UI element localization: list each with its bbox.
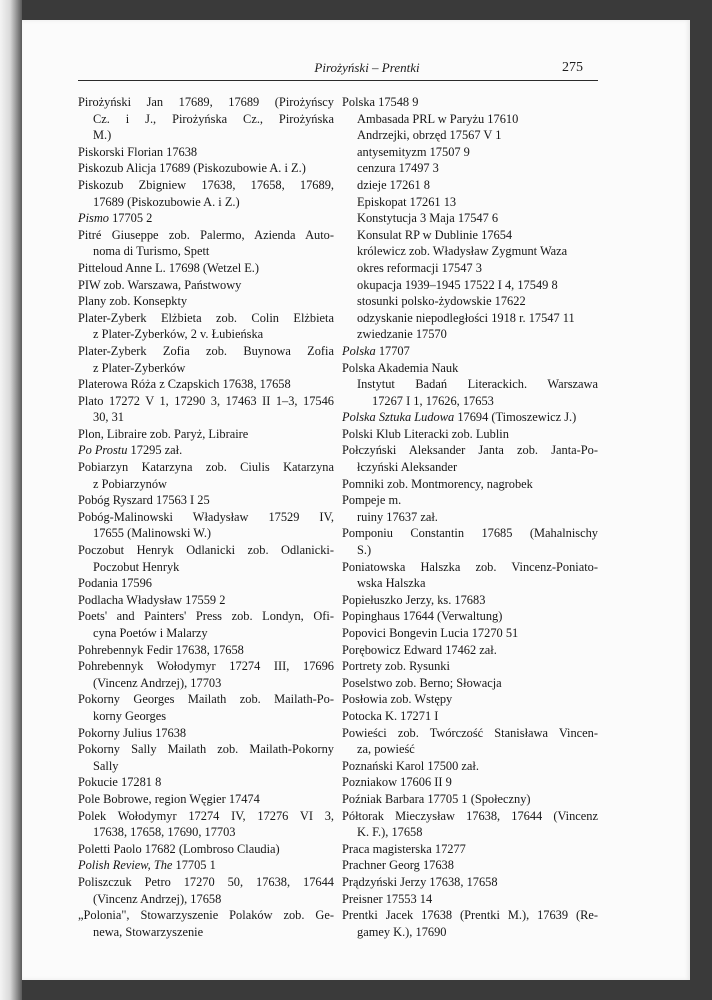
index-line: Poźniak Barbara 17705 1 (Społeczny) [342,791,531,806]
index-line: PIW zob. Warszawa, Państwowy [78,277,242,292]
index-entry [342,708,598,725]
index-line: Poselstwo zob. Berno; Słowacja [342,675,502,690]
index-line: Praca magisterska 17277 [342,841,466,856]
index-line: Pomniki zob. Montmorency, nagrobek [342,476,533,491]
index-line: z Plater-Zyberków, 2 v. Łubieńska [93,327,264,342]
index-line: 17638, 17658, 17690, 17703 [93,825,236,840]
index-entry [78,210,334,227]
index-line: cyna Poetów i Malarzy [93,626,208,640]
index-entry [78,791,334,808]
index-line: Pobiarzyn Katarzyna zob. Ciulis Katarzyna [78,460,334,475]
index-line: Polska 17548 9 [342,95,419,109]
index-entry [342,658,598,675]
index-line: okres reformacji 17547 3 [357,260,482,275]
index-line: Podlacha Władysław 17559 2 [78,592,226,607]
index-entry [342,857,598,874]
index-entry [342,94,598,111]
index-line: łczyński Aleksander [357,460,458,475]
index-entry [78,442,334,459]
index-entry [342,360,598,377]
index-entry [78,310,334,343]
index-line: dzieje 17261 8 [357,177,430,192]
index-entry [342,409,598,426]
index-entry [342,691,598,708]
index-entry [342,426,598,443]
index-line: za, powieść [357,742,415,757]
index-line: Popovici Bongevin Lucia 17270 51 [342,626,519,640]
index-line: z Pobiarzynów [93,476,167,491]
index-entry [78,160,334,177]
index-entry [78,542,334,575]
index-subentry [342,293,598,310]
index-entry [78,907,334,940]
index-line: Ambasada PRL w Paryżu 17610 [357,111,519,126]
index-line: Poczobut Henryk [93,559,180,574]
index-line: 17655 (Malinowski W.) [93,526,212,541]
index-entry [78,144,334,161]
index-subentry [342,144,598,161]
index-line: (Vincenz Andrzej), 17658 [93,891,222,906]
index-line: Po Prostu 17295 zał. [78,443,183,458]
index-line: Prentki Jacek 17638 (Prentki M.), 17639 (Re- [342,908,598,923]
index-entry [342,642,598,659]
index-entry [78,277,334,294]
index-entry [342,525,598,558]
index-line: Konstytucja 3 Maja 17547 6 [357,211,499,226]
index-entry [342,725,598,758]
index-line: Pokorny Sally Mailath zob. Mailath-Pokorny [78,742,334,757]
index-entry [342,808,598,841]
index-line: Piskorski Florian 17638 [78,144,198,159]
index-line: królewicz zob. Władysław Zygmunt Waza [357,244,568,259]
index-line: Potocka K. 17271 I [342,708,439,723]
index-entry [342,592,598,609]
index-line: Prachner Georg 17638 [342,858,454,873]
index-line: Plon, Libraire zob. Paryż, Libraire [78,426,249,441]
index-entry [342,791,598,808]
index-entry [78,691,334,724]
index-line: wska Halszka [357,576,426,591]
index-line: Pohrebennyk Fedir 17638, 17658 [78,642,244,657]
index-line: Poniatowska Halszka zob. Vincenz-Poniato- [342,559,598,574]
index-line: cenzura 17497 3 [357,161,439,176]
index-line: newa, Stowarzyszenie [93,924,204,939]
index-line: Pole Bobrowe, region Węgier 17474 [78,791,260,806]
index-subentry [342,277,598,294]
index-entry [78,725,334,742]
index-line: Posłowia zob. Wstępy [342,692,453,707]
index-column-right [342,94,598,940]
index-line: ruiny 17637 zał. [357,509,438,524]
index-line: Polska Akademia Nauk [342,360,459,375]
index-line: Pokucie 17281 8 [78,775,162,790]
index-subentry [342,127,598,144]
index-entry [78,874,334,907]
index-entry [342,625,598,642]
index-line: zwiedzanie 17570 [357,327,447,342]
index-entry [342,891,598,908]
index-line: odzyskanie niepodległości 1918 r. 17547 11 [357,310,575,325]
index-line: 30, 31 [93,410,124,425]
index-line: Porębowicz Edward 17462 zał. [342,642,497,657]
book-page [22,20,690,980]
index-line: Popiełuszko Jerzy, ks. 17683 [342,592,486,607]
index-line: okupacja 1939–1945 17522 I 4, 17549 8 [357,277,558,292]
index-line: „Polonia", Stowarzyszenie Polaków zob. Ge- [78,908,334,923]
index-entry [342,476,598,493]
index-line: Polska Sztuka Ludowa 17694 (Timoszewicz J.) [342,410,577,425]
index-entry [342,774,598,791]
index-line: Pomponiu Constantin 17685 (Mahalnischy [342,526,598,541]
index-line: 17689 (Piskozubowie A. i Z.) [93,194,240,209]
index-line: z Plater-Zyberków [93,360,186,375]
index-line: S.) [357,543,372,558]
index-entry [78,376,334,393]
index-entry [78,642,334,659]
index-line: Poznański Karol 17500 zał. [342,758,479,773]
index-entry [342,608,598,625]
index-subentry [342,243,598,260]
index-entry [342,874,598,891]
index-entry [78,608,334,641]
index-line: (Vincenz Andrzej), 17703 [93,675,222,690]
index-entry [342,559,598,592]
index-line: M.) [93,128,112,143]
index-line: noma di Turismo, Spett [93,244,210,259]
index-line: Pitré Giuseppe zob. Palermo, Azienda Auto- [78,227,334,242]
index-line: Poletti Paolo 17682 (Lombroso Claudia) [78,841,280,856]
index-line: Powieści zob. Twórczość Stanisława Vincen- [342,725,598,740]
index-entry [78,592,334,609]
index-entry [78,343,334,376]
index-line: Podania 17596 [78,576,152,591]
book-spine-edge [0,0,22,1000]
index-line: Półtorak Mieczysław 17638, 17644 (Vincenz [342,808,598,823]
index-line: Polek Wołodymyr 17274 IV, 17276 VI 3, [78,808,334,823]
index-line: Polish Review, The 17705 1 [78,858,216,873]
index-line: Konsulat RP w Dublinie 17654 [357,227,513,242]
index-line: Polski Klub Literacki zob. Lublin [342,426,509,441]
index-entry [78,293,334,310]
index-line: Pohrebennyk Wołodymyr 17274 III, 17696 [78,659,334,674]
index-line: Plater-Zyberk Elżbieta zob. Colin Elżbieta [78,310,334,325]
index-entry [342,675,598,692]
index-line: Poczobut Henryk Odlanicki zob. Odlanicki- [78,543,334,558]
index-line: Pokorny Julius 17638 [78,725,187,740]
index-line: Popinghaus 17644 (Verwaltung) [342,609,503,624]
index-subentry [342,177,598,194]
index-entry [342,442,598,475]
index-line: Sally [93,758,119,773]
index-line: Plater-Zyberk Zofia zob. Buynowa Zofia [78,343,334,358]
index-entry [78,94,334,144]
index-line: Pozniakow 17606 II 9 [342,775,452,790]
index-line: Pompeje m. [342,493,402,508]
index-subentry [342,194,598,211]
index-line: Platerowa Róża z Czapskich 17638, 17658 [78,377,291,392]
index-entry [78,260,334,277]
index-line: Poliszczuk Petro 17270 50, 17638, 17644 [78,874,334,889]
header-rule [78,80,598,81]
index-subentry [342,376,598,409]
index-entry [342,841,598,858]
index-line: Prądzyński Jerzy 17638, 17658 [342,874,498,889]
running-title: Pirożyński – Prentki [314,60,420,75]
index-line: Preisner 17553 14 [342,891,433,906]
index-line: stosunki polsko-żydowskie 17622 [357,294,526,309]
index-line: Plato 17272 V 1, 17290 3, 17463 II 1–3, 17546 [78,393,334,408]
index-line: Pitteloud Anne L. 17698 (Wetzel E.) [78,260,260,275]
index-entry [78,658,334,691]
index-entry [78,177,334,210]
index-line: korny Georges [93,708,167,723]
index-entry [78,841,334,858]
index-entry [78,393,334,426]
index-entry [78,426,334,443]
index-subentry [342,326,598,343]
index-line: Pobóg Ryszard 17563 I 25 [78,493,210,508]
index-line: 17267 I 1, 17626, 17653 [372,393,494,408]
index-subentry [342,111,598,128]
index-line: Połczyński Aleksander Janta zob. Janta-Po- [342,443,598,458]
index-entry [78,857,334,874]
index-subentry [342,210,598,227]
index-line: Pirożyński Jan 17689, 17689 (Pirożyńscy [78,95,334,109]
index-entry [78,741,334,774]
index-column-left [78,94,334,940]
index-entry [78,492,334,509]
index-entry [78,227,334,260]
index-subentry [342,160,598,177]
index-line: Andrzejki, obrzęd 17567 V 1 [357,128,502,143]
index-entry [78,808,334,841]
index-line: Cz. i J., Pirożyńska Cz., Pirożyńska [93,111,334,126]
index-line: Piskozub Zbigniew 17638, 17658, 17689, [78,177,334,192]
index-line: gamey K.), 17690 [357,924,447,939]
index-subentry [342,227,598,244]
index-line: K. F.), 17658 [357,825,423,840]
index-line: Portrety zob. Rysunki [342,659,450,674]
index-entry [342,343,598,360]
index-line: Piskozub Alicja 17689 (Piskozubowie A. i Z.) [78,161,306,176]
page-number: 275 [562,60,583,75]
index-entry [342,492,598,509]
index-line: Plany zob. Konsepkty [78,294,188,309]
index-line: Pismo 17705 2 [78,211,153,226]
index-entry [78,509,334,542]
index-entry [78,459,334,492]
index-line: Polska 17707 [342,343,410,358]
index-entry [342,758,598,775]
index-line: Instytut Badań Literackich. Warszawa [357,377,598,392]
index-entry [342,907,598,940]
index-entry [78,575,334,592]
index-entry [78,774,334,791]
index-subentry [342,310,598,327]
index-line: Episkopat 17261 13 [357,194,457,209]
index-subentry [342,260,598,277]
index-line: antysemityzm 17507 9 [357,144,470,159]
index-line: Pobóg-Malinowski Władysław 17529 IV, [78,509,334,524]
index-line: Poets' and Painters' Press zob. Londyn, Ofi- [78,609,334,624]
index-subentry [342,509,598,526]
index-line: Pokorny Georges Mailath zob. Mailath-Po- [78,692,334,707]
